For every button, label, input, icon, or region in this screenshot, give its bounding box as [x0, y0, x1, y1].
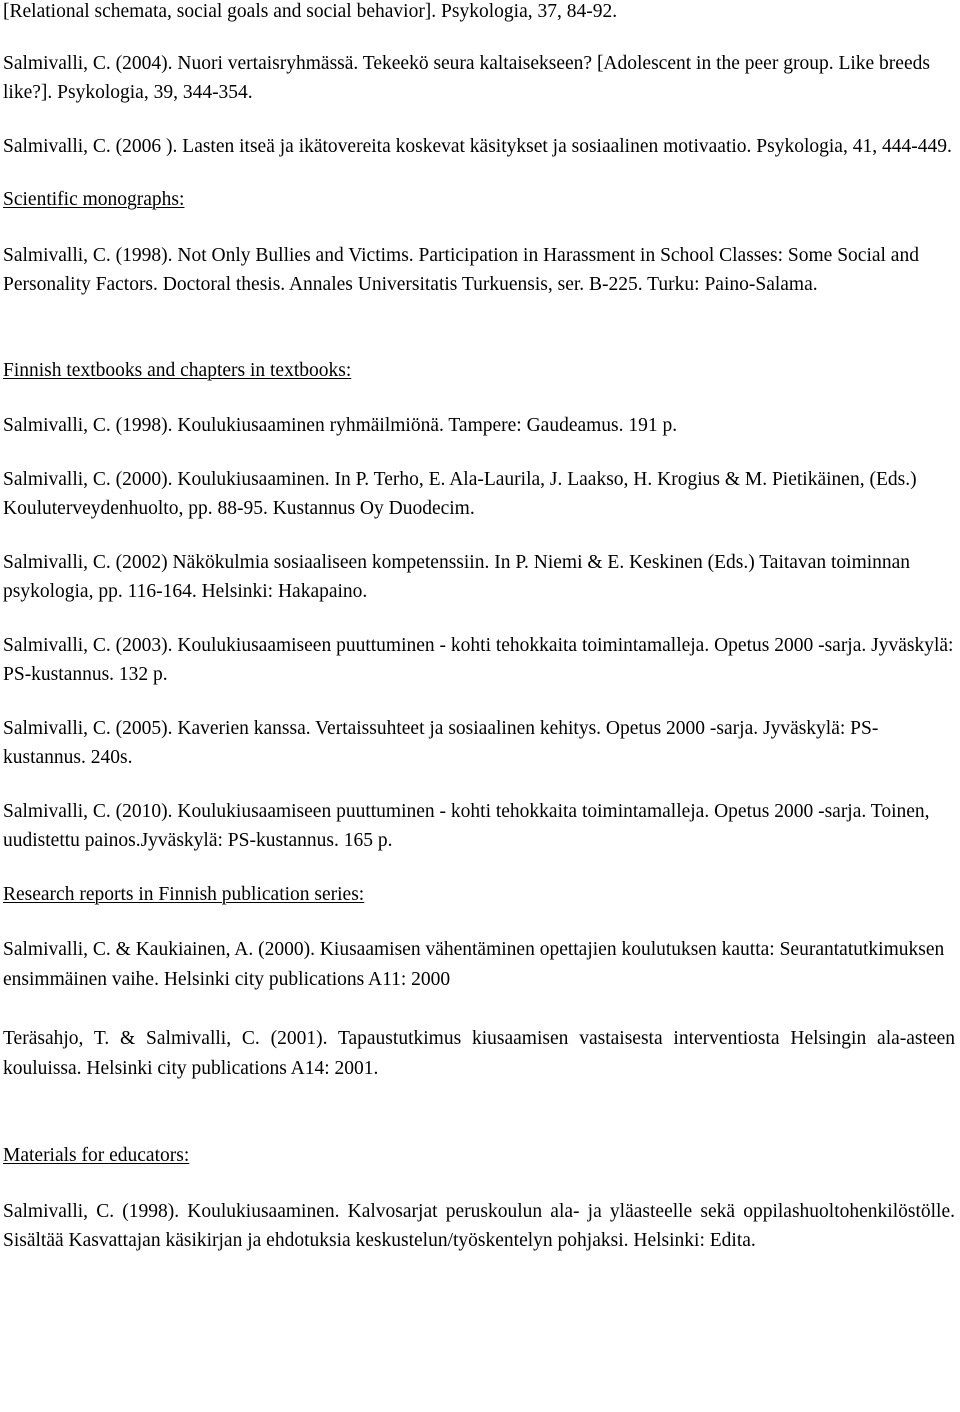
section-heading-research-reports: Research reports in Finnish publication series: — [3, 883, 365, 905]
section-heading-scientific-monographs: Scientific monographs: — [3, 189, 185, 210]
reference-entry: Salmivalli, C. (2002) Näkökulmia sosiaaliseen kompetenssiin. In P. Niemi & E. Keskinen (Eds.) Taitavan toiminnan psykologia, pp. 116-164. Helsinki: Hakapaino. — [3, 551, 911, 602]
reference-entry: Teräsahjo, T. & Salmivalli, C. (2001). Tapaustutkimus kiusaamisen vastaisesta interventiosta Helsingin ala-asteen kouluissa. Helsinki city publications A14: 2001. — [3, 1028, 955, 1079]
reference-entry: Salmivalli, C. (2006 ). Lasten itseä ja ikätovereita koskevat käsitykset ja sosiaalinen motivaatio. Psykologia, 41, 444-449. — [3, 135, 952, 157]
reference-entry: Salmivalli, C. (2004). Nuori vertaisryhmässä. Tekeekö seura kaltaisekseen? [Adolescent in the peer group. Like breeds like?]. Psykologia, 39, 344-354. — [3, 52, 930, 103]
reference-entry: Salmivalli, C. (1998). Not Only Bullies and Victims. Participation in Harassment in School Classes: Some Social and Personality Factors. Doctoral thesis. Annales Universitatis Turkuensis, ser. B-225. Turku: Paino-Salama. — [3, 244, 919, 295]
document-page — [3, 0, 955, 1256]
reference-entry: Salmivalli, C. (1998). Koulukiusaaminen ryhmäilmiönä. Tampere: Gaudeamus. 191 p. — [3, 415, 678, 436]
section-heading-materials-for-educators: Materials for educators: — [3, 1145, 190, 1166]
reference-entry: Salmivalli, C. (2010). Koulukiusaamiseen puuttuminen - kohti tehokkaita toimintamalleja. Opetus 2000 -sarja. Toinen, uudistettu painos.Jyväskylä: PS-kustannus. 165 p. — [3, 800, 930, 851]
reference-entry: Salmivalli, C. (1998). Koulukiusaaminen. Kalvosarjat peruskoulun ala- ja yläasteelle sekä oppilashuoltohenkilöstölle. Sisältää Kasvattajan käsikirjan ja ehdotuksia keskustelun/työskentelyn pohjaksi. Helsinki: Edita. — [3, 1200, 955, 1251]
reference-entry: Salmivalli, C. (2003). Koulukiusaamiseen puuttuminen - kohti tehokkaita toimintamalleja. Opetus 2000 -sarja. Jyväskylä: PS-kustannus. 132 p. — [3, 634, 954, 685]
reference-entry: Salmivalli, C. (2005). Kaverien kanssa. Vertaissuhteet ja sosiaalinen kehitys. Opetus 2000 -sarja. Jyväskylä: PS-kustannus. 240s. — [3, 717, 879, 768]
reference-entry: Salmivalli, C. & Kaukiainen, A. (2000). Kiusaamisen vähentäminen opettajien koulutuksen kautta: Seurantatutkimuksen ensimmäinen vaihe. Helsinki city publications A11: 2000 — [3, 939, 945, 990]
reference-entry: [Relational schemata, social goals and social behavior]. Psykologia, 37, 84-92. — [3, 1, 618, 22]
reference-entry: Salmivalli, C. (2000). Koulukiusaaminen. In P. Terho, E. Ala-Laurila, J. Laakso, H. Krogius & M. Pietikäinen, (Eds.) Kouluterveydenhuolto, pp. 88-95. Kustannus Oy Duodecim. — [3, 468, 917, 519]
section-heading-finnish-textbooks: Finnish textbooks and chapters in textbooks: — [3, 359, 352, 381]
